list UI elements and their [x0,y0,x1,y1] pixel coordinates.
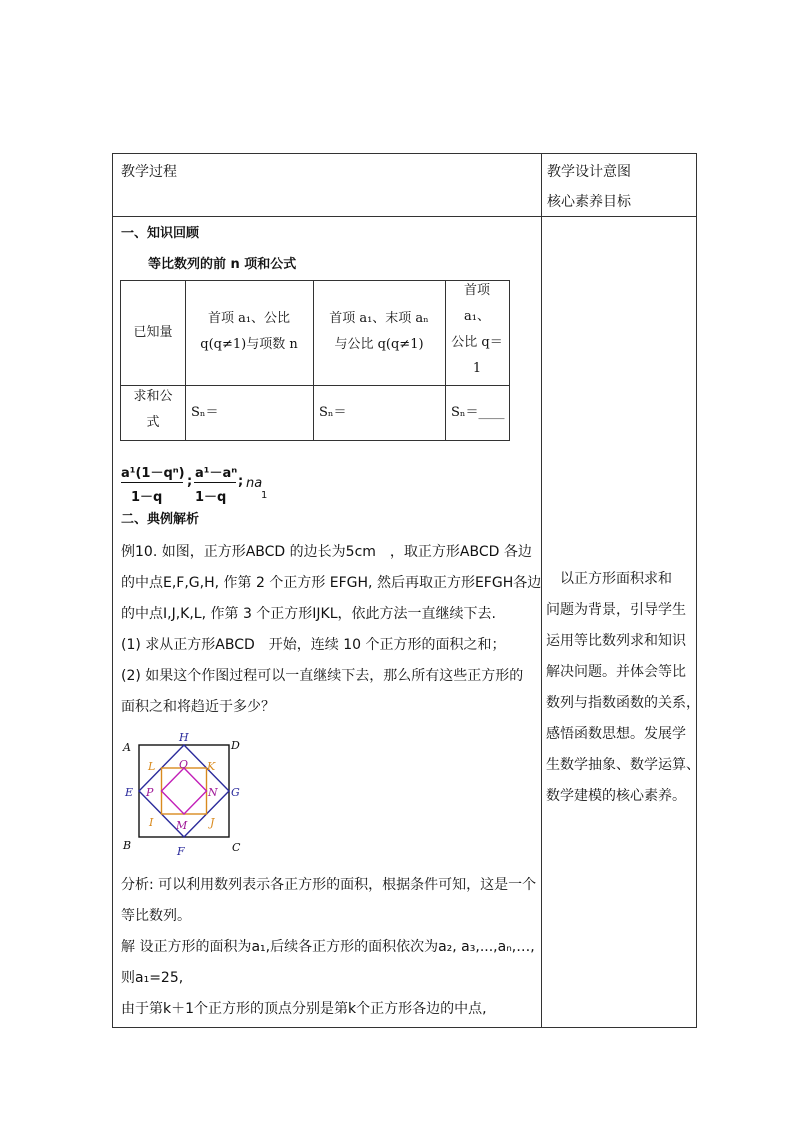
header-divider [113,216,696,217]
label-H: H [179,731,189,744]
formula3: na [246,476,263,491]
lesson-table [112,153,700,1028]
design-intent-line: 感悟函数思想。发展学 [546,726,686,742]
example-line1: 例10. 如图，正方形ABCD 的边长为5cm ，取正方形ABCD 各边 [121,544,532,560]
label-A: A [123,741,131,754]
label-C: C [232,841,241,854]
question-2-line1: (2) 如果这个作图过程可以一直继续下去，那么所有这些正方形的 [121,668,524,684]
section2-title: 二、典例解析 [121,512,200,527]
label-F: F [177,845,185,858]
nested-squares-figure [117,730,247,860]
label-K: K [207,760,216,773]
header-right-line2: 核心素养目标 [547,194,631,210]
label-L: L [148,760,156,773]
solution-line3: 由于第k＋1个正方形的顶点分别是第k个正方形各边的中点, [121,1001,487,1017]
label-I: I [149,816,154,829]
section1-subtitle: 等比数列的前 n 项和公式 [148,257,297,272]
formula3-subscript: 1 [261,490,268,501]
cell-sum-label-line1: 求和公 [133,389,173,404]
label-N: N [208,786,218,799]
formula1-bar [121,482,183,483]
cell-r1c1-line1: 首项 a₁、公比 [207,311,291,326]
design-intent-text [546,564,700,812]
design-intent-line: 运用等比数列求和知识 [546,633,686,649]
label-P: P [146,786,154,799]
label-E: E [125,786,134,799]
section1-title: 一、知识回顾 [121,226,200,241]
formula-separator-2: ; [238,474,244,489]
label-G: G [231,786,240,799]
label-D: D [231,739,240,752]
inner-divider-1 [185,281,186,440]
inner-divider-2 [313,281,314,440]
analysis-line1: 分析: 可以利用数列表示各正方形的面积，根据条件可知，这是一个 [121,877,537,893]
cell-r2c2: Sₙ＝ [319,405,347,420]
cell-known-label: 已知量 [133,325,173,340]
design-intent-line: 解决问题。并体会等比 [546,664,686,680]
cell-r1c3-line3: 公比 q＝ [451,335,503,350]
formula2-denominator: 1－q [195,490,227,505]
formula1-numerator: a¹(1－qⁿ) [121,466,185,481]
formula2-numerator: a¹－aⁿ [195,466,238,481]
label-M: M [176,819,188,832]
question-1: (1) 求从正方形ABCD 开始，连续 10 个正方形的面积之和； [121,637,506,653]
cell-r1c3-line2: a₁、 [464,309,490,324]
formula-separator-1: ; [187,474,193,489]
question-2-line2: 面积之和将趋近于多少？ [121,699,275,715]
square-ijkl [162,768,207,814]
design-intent-line: 数学建模的核心素养。 [546,788,686,804]
square-mnop [162,768,207,814]
cell-sum-label-line2: 式 [146,415,160,430]
solution-line2: 则a₁=25, [121,970,184,986]
cell-r1c2-line1: 首项 a₁、末项 aₙ [329,311,429,326]
example-line2: 的中点E,F,G,H, 作第 2 个正方形 EFGH, 然后再取正方形EFGH各边 [121,575,542,591]
cell-r1c3-line1: 首项 [463,283,490,298]
design-intent-line: 问题为背景，引导学生 [546,602,686,618]
cell-r1c3-line4: 1 [472,361,482,376]
formula-table [120,280,510,441]
cell-r1c2-line2: 与公比 q(q≠1) [334,337,424,352]
header-left: 教学过程 [121,164,177,180]
solution-line1: 解 设正方形的面积为a₁,后续各正方形的面积依次为a₂, a₃,...,aₙ,…, [121,939,535,955]
cell-r2c1: Sₙ＝ [191,405,219,420]
label-J: J [210,816,215,829]
cell-r1c1-line2: q(q≠1)与项数 n [200,337,298,352]
example-line3: 的中点I,J,K,L, 作第 3 个正方形IJKL，依此方法一直继续下去. [121,606,496,622]
label-B: B [123,839,132,852]
design-intent-line: 数列与指数函数的关系， [546,695,700,711]
header-right-line1: 教学设计意图 [547,164,631,180]
analysis-line2: 等比数列。 [121,908,191,924]
formula2-bar [194,482,236,483]
cell-r2c3: Sₙ＝____ [451,405,505,420]
formula1-denominator: 1－q [131,490,163,505]
design-intent-line: 以正方形面积求和 [546,571,672,587]
label-O: O [179,758,189,771]
design-intent-line: 生数学抽象、数学运算、 [546,757,700,773]
